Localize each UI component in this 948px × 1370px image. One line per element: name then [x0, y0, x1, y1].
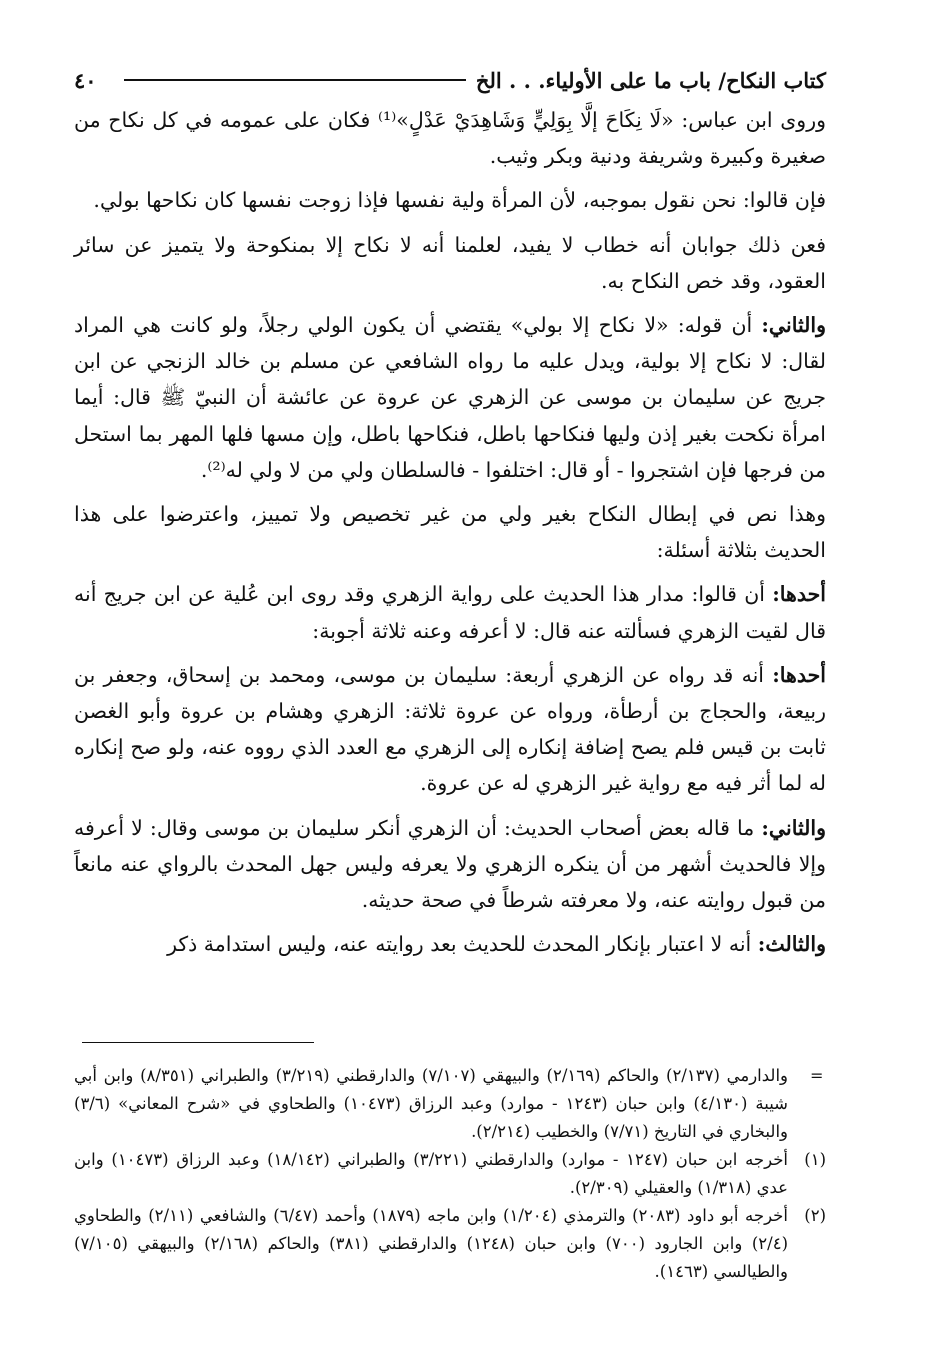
main-text [74, 102, 826, 962]
paragraph-text: وروى ابن عباس: «لَا نِكَاحَ إلَّا بِوَلِيٍّ وَشَاهِدَيْ عَدْلٍ»⁽¹⁾ فكان على عمومه في كل نكاح من صغيرة وكبيرة وشريفة ودنية وبكر وثيب. [74, 108, 826, 169]
footnote-text: أخرجه أبو داود (٢٠٨٣) والترمذي (١/٢٠٤) وابن ماجه (١٨٧٩) وأحمد (٦/٤٧) والشافعي (٢/١١) والطحاوي (٢/٤) وابن الجارود (٧٠٠) وابن حبان (١٢٤٨) والدارقطني (٣٨١) والحاكم (٢/١٦٨) والبيهقي (٧/١٠٥) والطيالسي (١٤٦٣). [74, 1206, 789, 1281]
paragraph-text: وهذا نص في إبطال النكاح بغير ولي من غير تخصيص ولا تمييز، واعترضوا على هذا الحديث بثلاثة أسئلة: [74, 502, 826, 563]
paragraph-text: فعن ذلك جوابان أنه خطاب لا يفيد، لعلمنا أنه لا نكاح إلا بمنكوحة ولا يتميز عن سائر العقود، وقد خص النكاح به. [74, 232, 826, 293]
header-rule [124, 79, 466, 81]
paragraph-lead: والثالث: [757, 932, 826, 957]
paragraph-text: أنه لا اعتبار بإنكار المحدث للحديث بعد روايته عنه، وليس استدامة ذكر [167, 932, 758, 957]
footnote-mark: (١) [804, 1150, 826, 1169]
paragraph [74, 227, 826, 299]
paragraph-text: أن قالوا: مدار هذا الحديث على رواية الزهري وقد روى ابن عُلية عن ابن جريج أنه قال لقيت الزهري فسألته عنه قال: لا أعرفه وعنه ثلاثة أجوبة: [74, 582, 826, 643]
paragraph [74, 576, 826, 648]
paragraph-text: فإن قالوا: نحن نقول بموجبه، لأن المرأة ولية نفسها فإذا زوجت نفسها كان نكاحها بولي. [93, 188, 826, 213]
paragraph [74, 496, 826, 568]
paragraph [74, 102, 826, 174]
paragraph-text: أنه قد رواه عن الزهري أربعة: سليمان بن موسى، ومحمد بن إسحاق، وجعفر بن ربيعة، والحجاج بن أرطأة، ورواه عن عروة ثلاثة: الزهري وهشام بن عروة وأبو الغصن ثابت بن قيس فلم يصح إضافة إنكاره إلى الزهري مع العدد الذي رووه عنه، ولو صح إنكاره له لما أثر فيه مع رواية غير الزهري له عن عروة. [74, 662, 826, 796]
paragraph-lead: والثاني: [761, 815, 826, 840]
footnote-text: أخرجه ابن حبان (١٢٤٧ - موارد) والدارقطني (٣/٢٢١) والطبراني (١٨/١٤٢) وعبد الرزاق (١٠٤٧٣) وابن عدي (١/٣١٨) والعقيلي (٢/٣٠٩). [74, 1150, 788, 1197]
footnote-list [74, 1062, 826, 1286]
paragraph [74, 810, 826, 919]
paragraph [74, 182, 826, 218]
paragraph-lead: والثاني: [761, 313, 826, 338]
paragraph-text: أن قوله: «لا نكاح إلا بولي» يقتضي أن يكون الولي رجلاً، ولو كانت هي المراد لقال: لا نكاح إلا بولية، ويدل عليه ما رواه الشافعي عن مسلم بن خالد الزنجي عن ابن جريج عن سليمان بن موسى عن الزهري عن عروة عن عائشة أن النبيّ ﷺ قال: أيما امرأة نكحت بغير إذن وليها فنكاحها باطل، فنكاحها باطل، وإن مسها فلها المهر بما استحل من فرجها فإن اشتجروا - أو قال: اختلفوا - فالسلطان ولي من لا ولي له⁽²⁾. [74, 313, 826, 482]
footnote-text: والدارمي (٢/١٣٧) والحاكم (٢/١٦٩) والبيهقي (٧/١٠٧) والدارقطني (٣/٢١٩) والطبراني (٨/٣٥١) وابن أبي شيبة (٤/١٣٠) وابن حبان (١٢٤٣ - موارد) وعبد الرزاق (١٠٤٧٣) والطحاوي في «شرح المعاني» (٣/٦) والبخاري في التاريخ (٧/٧١) والخطيب (٢/٢١٤). [74, 1066, 789, 1141]
footnote [74, 1202, 826, 1286]
footnote-mark: (٢) [804, 1206, 826, 1225]
footnote [74, 1062, 826, 1146]
paragraph [74, 926, 826, 962]
page-body [74, 58, 826, 970]
page-number: ٤٠ [74, 67, 97, 93]
chapter-title: كتاب النكاح/ باب ما على الأولياء. . . الخ [475, 67, 826, 93]
footnote-separator [82, 1042, 314, 1043]
footnote [74, 1146, 826, 1202]
paragraph [74, 657, 826, 802]
continuation-mark: = [810, 1066, 824, 1085]
paragraph [74, 307, 826, 488]
paragraph-lead: أحدها: [772, 582, 826, 607]
paragraph-text: ما قاله بعض أصحاب الحديث: أن الزهري أنكر سليمان بن موسى وقال: لا أعرفه وإلا فالحديث أشهر من أن ينكره الزهري ولا يعرفه وليس جهل المحدث بالرواي عنه مانعاً من قبول روايته عنه، ولا معرفته شرطاً في صحة حديثه. [74, 815, 826, 913]
paragraph-lead: أحدها: [772, 662, 826, 687]
running-header [74, 58, 826, 102]
